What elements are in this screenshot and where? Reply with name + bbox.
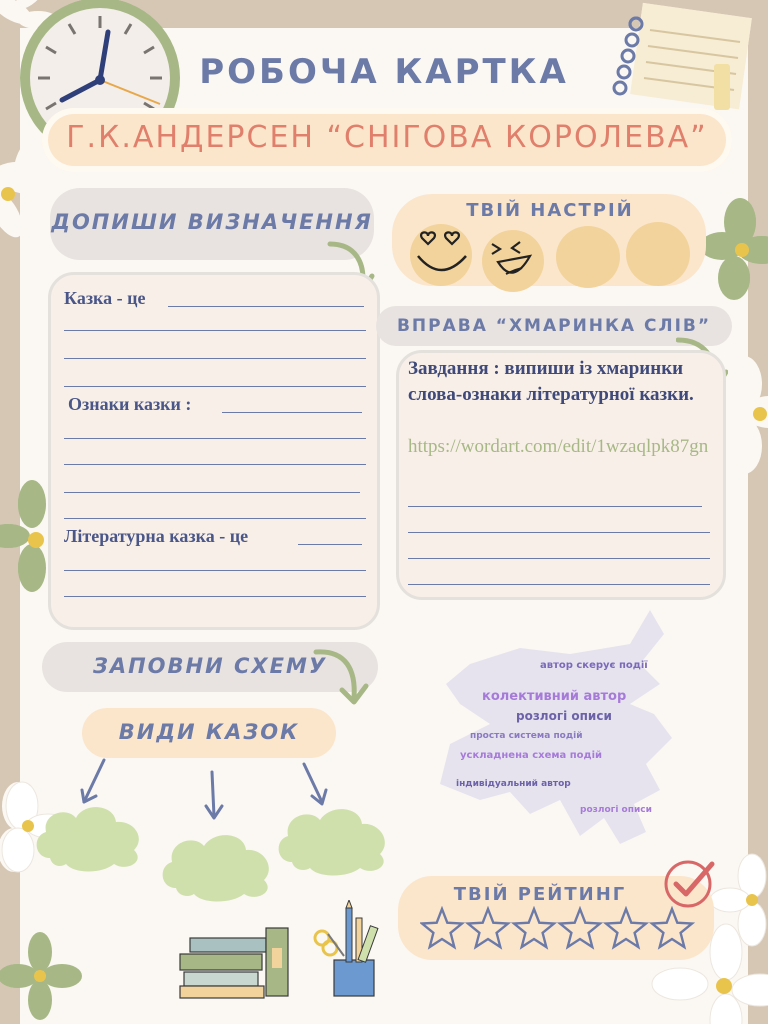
word-cloud-heading: ВПРАВА “ХМАРИНКА СЛІВ” [396, 316, 712, 336]
word-cloud-image [420, 604, 696, 864]
answer-line[interactable] [408, 532, 710, 533]
smiling-hearts-face-icon[interactable] [408, 222, 474, 288]
arrow-down-icon [304, 764, 326, 804]
definition-features-label: Ознаки казки : [68, 394, 192, 414]
rating-heading: ТВІЙ РЕЙТИНГ [453, 884, 627, 905]
definition-literary-tale-label: Літературна казка - це [64, 526, 249, 546]
star-icon[interactable] [468, 909, 508, 947]
star-icon[interactable] [652, 909, 692, 947]
task-text: Завдання : випиши із хмаринки слова-ознаки літературної казки. [408, 358, 694, 405]
answer-line[interactable] [408, 584, 710, 585]
flower-icon [0, 932, 82, 1020]
mood-heading: ТВІЙ НАСТРІЙ [466, 200, 634, 221]
answer-line[interactable] [64, 492, 360, 493]
tale-types-label: ВИДИ КАЗОК [118, 720, 300, 744]
flower-icon [0, 480, 46, 592]
star-icon[interactable] [514, 909, 554, 947]
answer-line[interactable] [222, 412, 362, 413]
word: розлогі описи [580, 805, 652, 815]
page-subtitle: Г.К.АНДЕРСЕН “СНІГОВА КОРОЛЕВА” [66, 120, 708, 155]
word: розлогі описи [516, 709, 612, 723]
answer-line[interactable] [64, 596, 366, 597]
word: автор скерує події [540, 660, 648, 671]
star-icon[interactable] [422, 909, 462, 947]
definitions-heading: ДОПИШИ ВИЗНАЧЕННЯ [51, 210, 373, 234]
arrow-down-icon [312, 646, 374, 708]
answer-cloud[interactable] [272, 800, 396, 878]
answer-line[interactable] [408, 558, 710, 559]
star-icon[interactable] [560, 909, 600, 947]
word: колективний автор [482, 689, 627, 704]
answer-line[interactable] [64, 570, 366, 571]
definition-fairy-tale-label: Казка - це [64, 288, 146, 308]
answer-line[interactable] [64, 438, 366, 439]
rating-stars[interactable] [420, 906, 700, 956]
empty-face-icon[interactable] [626, 222, 690, 286]
arrow-down-icon [82, 760, 104, 802]
laughing-face-icon[interactable] [480, 228, 546, 294]
answer-line[interactable] [64, 386, 366, 387]
definitions-panel [48, 272, 380, 630]
answer-line[interactable] [64, 518, 366, 519]
arrow-down-icon [206, 772, 222, 818]
answer-line[interactable] [64, 330, 366, 331]
answer-line[interactable] [64, 464, 366, 465]
pencil-cup-icon [334, 960, 374, 996]
empty-face-icon[interactable] [556, 226, 620, 288]
answer-line[interactable] [298, 544, 362, 545]
answer-line[interactable] [408, 506, 702, 507]
flower-icon [700, 198, 768, 300]
answer-line[interactable] [64, 358, 366, 359]
word: ускладнена схема подій [460, 750, 603, 761]
word-cloud-link[interactable]: https://wordart.com/edit/1wzaqlpk87gn [408, 436, 709, 457]
star-icon[interactable] [606, 909, 646, 947]
answer-cloud[interactable] [30, 800, 150, 872]
word: індивідуальний автор [456, 779, 571, 789]
answer-line[interactable] [168, 306, 364, 307]
page-title: РОБОЧА КАРТКА [199, 52, 569, 92]
answer-cloud[interactable] [156, 826, 280, 904]
books-icon [176, 900, 396, 1000]
word: проста система подій [470, 731, 583, 741]
scheme-heading: ЗАПОВНИ СХЕМУ [92, 654, 328, 678]
checkmark-icon [660, 856, 720, 908]
